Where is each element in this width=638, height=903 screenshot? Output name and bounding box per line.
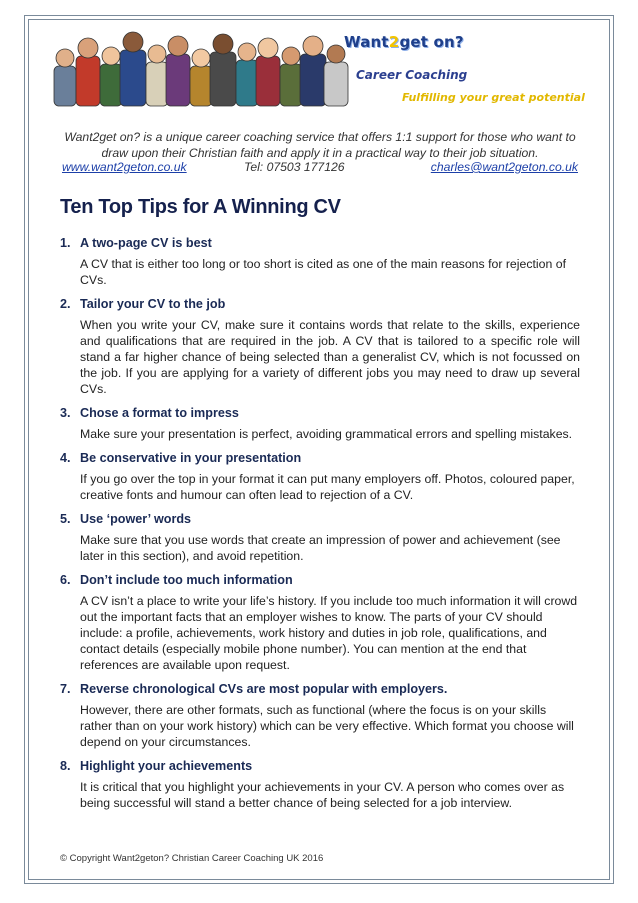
tip-body: Make sure that you use words that create an impression of power and achievement (see later in this section), and avoid repetition. <box>80 533 561 563</box>
brand-subtitle: Career Coaching <box>356 68 468 82</box>
email-link[interactable]: charles@want2geton.co.uk <box>430 160 578 174</box>
tip-title: 6. Don’t include too much information <box>60 573 293 587</box>
tip-title: 4. Be conservative in your presentation <box>60 451 302 465</box>
tip-title: 8. Highlight your achievements <box>60 759 253 773</box>
tip-item <box>60 682 580 750</box>
tip-body: Make sure your presentation is perfect, avoiding grammatical errors and spelling mistakes. <box>80 427 573 441</box>
brand-tagline: Fulfilling your great potential <box>402 91 585 104</box>
tip-item <box>60 573 580 673</box>
tips-list <box>60 236 580 820</box>
page-title: Ten Top Tips for A Winning CV <box>60 196 341 218</box>
tip-body: A CV isn’t a place to write your life’s history. If you include too much information it will crowd out the important facts that an employer wishes to know. The parts of your CV should include: a profile, achievements, work history and duties in job role, qualifications, and contact details (especially mobile phone number). You can mention at the end that references are available upon request. <box>80 594 578 672</box>
tip-item <box>60 759 580 811</box>
tip-item <box>60 236 580 288</box>
tip-item <box>60 451 580 503</box>
tip-item <box>60 297 580 397</box>
tip-title: 5. Use ‘power’ words <box>60 512 192 526</box>
telephone-text: Tel: 07503 177126 <box>244 160 345 174</box>
tip-body: When you write your CV, make sure it contains words that relate to the skills, experience and qualifications that are required in the job. A CV that is tailored to a specific role will stand a far higher chance of being selected than a generalist CV, which is not focussed on the job. If you are applying for a variety of different jobs you may need to draw up several CVs. <box>80 318 580 396</box>
tip-item <box>60 512 580 564</box>
people-banner-illustration <box>52 26 352 108</box>
people-figures <box>54 32 348 106</box>
brand-title: Want2get on? <box>344 33 464 51</box>
tip-body: If you go over the top in your format it can put many employers off. Photos, coloured paper, creative fonts and humour can often lead to rejection of a CV. <box>80 472 575 502</box>
tip-title: 2. Tailor your CV to the job <box>60 297 226 311</box>
copyright-footer: © Copyright Want2geton? Christian Career Coaching UK 2016 <box>60 853 324 864</box>
tip-body: It is critical that you highlight your achievements in your CV. A person who comes over as being successful will stand a better chance of being selected for a job interview. <box>80 780 565 810</box>
tip-title: 3. Chose a format to impress <box>60 406 239 420</box>
tip-title: 1. A two-page CV is best <box>60 236 212 250</box>
tip-title: 7. Reverse chronological CVs are most popular with employers. <box>60 682 448 696</box>
tip-body: A CV that is either too long or too short is cited as one of the main reasons for rejection of CVs. <box>80 257 566 287</box>
contact-line <box>62 160 578 176</box>
tip-body: However, there are other formats, such as functional (where the focus is on your skills rather than on your work history) which can be very effective. Which format you choose will depend on your circumstances. <box>80 703 574 749</box>
tip-item <box>60 406 580 442</box>
website-link[interactable]: www.want2geton.co.uk <box>62 160 187 174</box>
intro-text: Want2get on? is a unique career coaching service that offers 1:1 support for those who want to draw upon their Christian faith and apply it in a practical way to their job situation. <box>64 130 576 160</box>
